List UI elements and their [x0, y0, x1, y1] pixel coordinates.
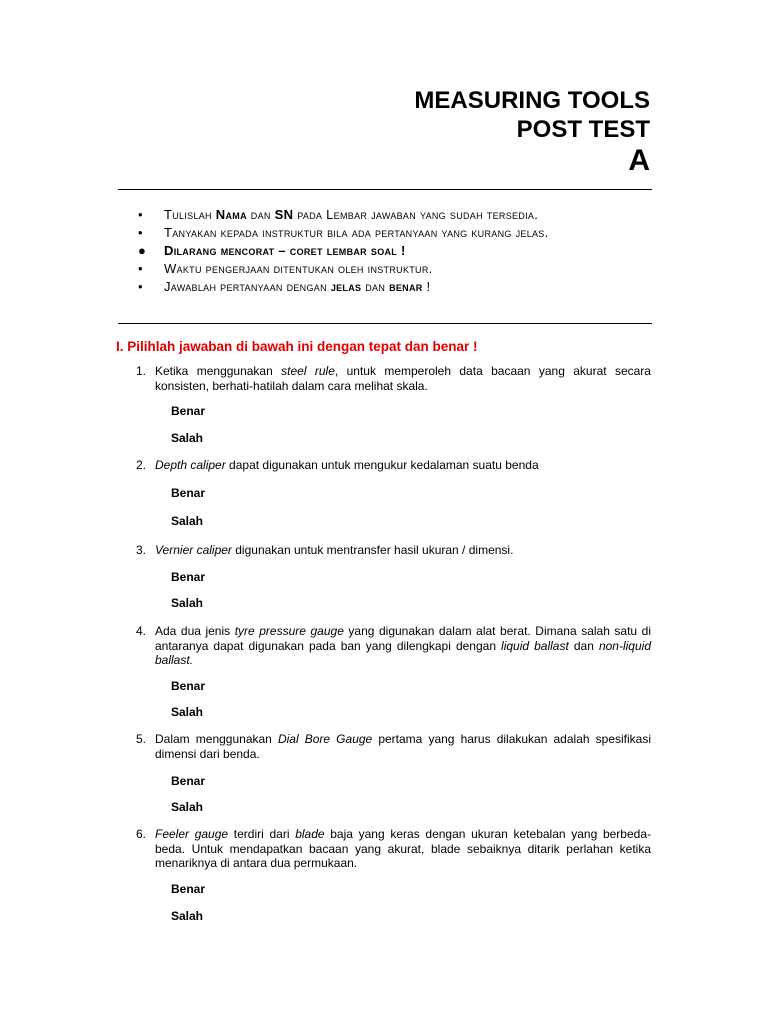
answer-option-salah[interactable]: Salah: [171, 705, 204, 719]
question-number: 1.: [135, 364, 146, 378]
answer-option-salah[interactable]: Salah: [171, 800, 204, 814]
question-text: Ketika menggunakan steel rule, untuk memperoleh data bacaan yang akurat secara konsisten, berhati-hatilah dalam cara melihat skala.: [155, 364, 651, 393]
question-text: Ada dua jenis tyre pressure gauge yang digunakan dalam alat berat. Dimana salah satu di antaranya dapat digunakan pada ban yang dilengkapi dengan liquid ballast dan non-liquid ballast.: [155, 624, 651, 667]
bullet-icon: •: [138, 279, 143, 294]
question-5: [130, 732, 651, 761]
answer-option-benar[interactable]: Benar: [171, 570, 206, 584]
question-6: [130, 827, 651, 871]
divider-bottom: [118, 323, 652, 324]
answer-option-benar[interactable]: Benar: [171, 882, 206, 896]
question-number: 6.: [135, 827, 146, 841]
divider-top: [118, 189, 652, 190]
question-text: Vernier caliper digunakan untuk mentransfer hasil ukuran / dimensi.: [155, 543, 514, 557]
title-line-2: POST TEST: [516, 116, 650, 143]
section-heading: I. Pilihlah jawaban di bawah ini dengan tepat dan benar !: [116, 339, 478, 354]
answer-option-benar[interactable]: Benar: [171, 404, 206, 418]
question-number: 5.: [135, 732, 146, 746]
answer-option-salah[interactable]: Salah: [171, 909, 204, 923]
question-4: [130, 624, 651, 668]
instruction-item: • Jawablah pertanyaan dengan jelas dan benar !: [138, 279, 431, 294]
question-2: [130, 458, 651, 473]
title-line-1: MEASURING TOOLS: [414, 87, 650, 114]
question-text: Dalam menggunakan Dial Bore Gauge pertama yang harus dilakukan adalah spesifikasi dimensi dari benda.: [155, 732, 652, 761]
instruction-item: ● Dilarang mencorat – coret lembar soal !: [138, 243, 406, 258]
question-number: 3.: [135, 543, 146, 557]
answer-option-benar[interactable]: Benar: [171, 774, 206, 788]
answer-option-salah[interactable]: Salah: [171, 431, 204, 445]
instruction-item: • Tanyakan kepada instruktur bila ada pertanyaan yang kurang jelas.: [138, 225, 549, 240]
title-variant: A: [628, 144, 650, 177]
instruction-item: • Tulislah Nama dan SN pada Lembar jawaban yang sudah tersedia.: [138, 207, 539, 222]
question-number: 4.: [135, 624, 146, 638]
instruction-list: [130, 206, 650, 296]
answer-option-benar[interactable]: Benar: [171, 486, 206, 500]
bullet-icon: •: [138, 225, 143, 240]
bullet-icon: ●: [138, 243, 147, 258]
instruction-item: • Waktu pengerjaan ditentukan oleh instruktur.: [138, 261, 433, 276]
bullet-icon: •: [138, 261, 143, 276]
bullet-icon: •: [138, 207, 143, 222]
answer-option-benar[interactable]: Benar: [171, 679, 206, 693]
answer-option-salah[interactable]: Salah: [171, 514, 204, 528]
answer-option-salah[interactable]: Salah: [171, 596, 204, 610]
question-number: 2.: [135, 458, 146, 472]
question-3: [130, 543, 651, 558]
question-text: Depth caliper dapat digunakan untuk mengukur kedalaman suatu benda: [155, 458, 539, 472]
question-1: [130, 364, 651, 393]
question-text: Feeler gauge terdiri dari blade baja yang keras dengan ukuran ketebalan yang berbeda-beda. Untuk mendapatkan bacaan yang akurat, blade sebaiknya ditarik perlahan ketika menariknya di antara dua permukaan.: [155, 827, 651, 870]
